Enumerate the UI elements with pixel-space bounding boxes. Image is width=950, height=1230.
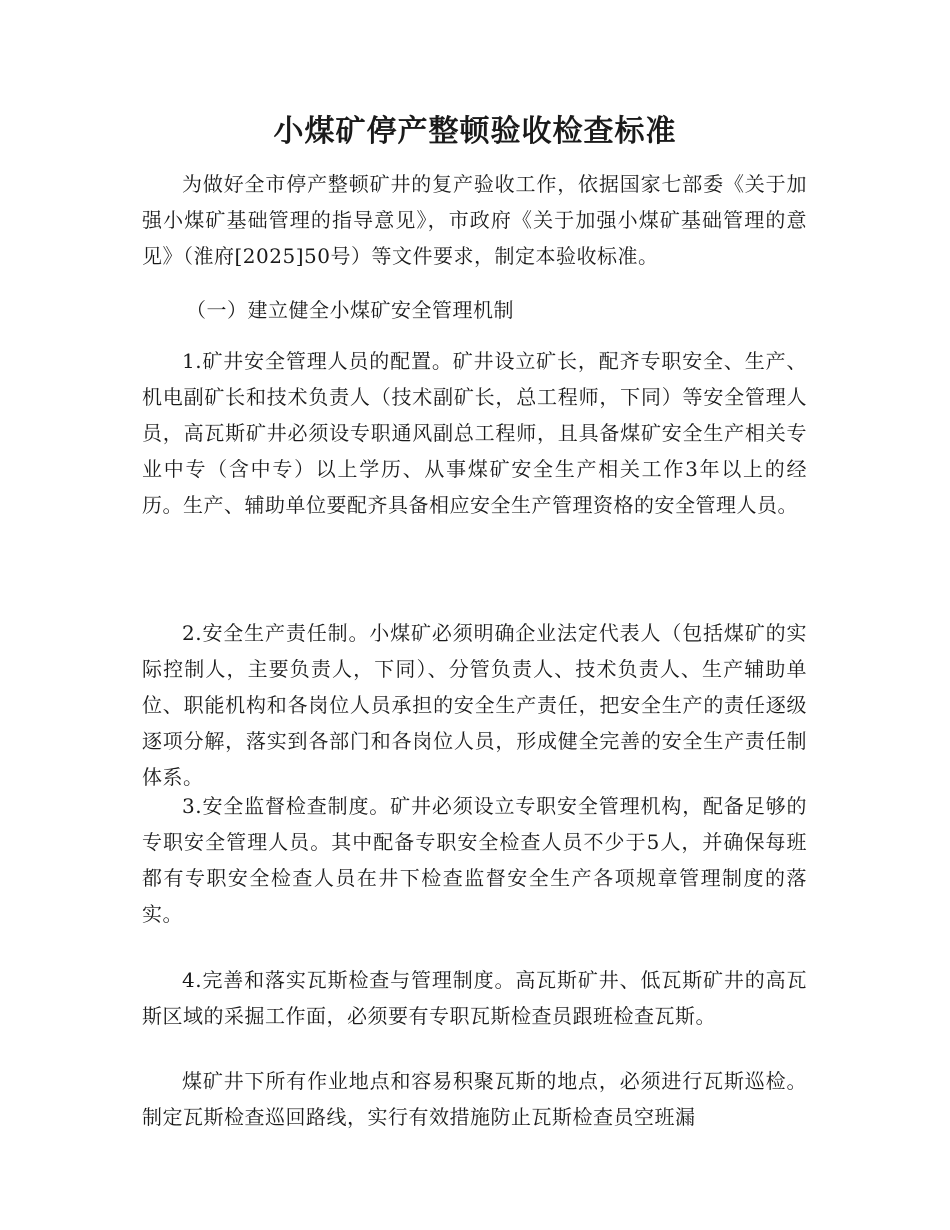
document-title: 小煤矿停产整顿验收检查标准 [273,114,677,149]
paragraph-item-3: 3.安全监督检查制度。矿井必须设立专职安全管理机构，配备足够的专职安全管理人员。其中配备专职安全检查人员不少于5人，并确保每班都有专职安全检查人员在井下检查监督安全生产各项规章管理制度的落实。 [142,794,807,926]
paragraph-item-1: 1.矿井安全管理人员的配置。矿井设立矿长，配齐专职安全、生产、机电副矿长和技术负责人（技术副矿长，总工程师，下同）等安全管理人员，高瓦斯矿井必须设专职通风副总工程师，且具备煤矿安全生产相关专业中专（含中专）以上学历、从事煤矿安全生产相关工作3年以上的经历。生产、辅助单位要配齐具备相应安全生产管理资格的安全管理人员。 [142,349,807,517]
section-heading: （一）建立健全小煤矿安全管理机制 [186,298,514,322]
intro-paragraph: 为做好全市停产整顿矿井的复产验收工作，依据国家七部委《关于加强小煤矿基础管理的指导意见》，市政府《关于加强小煤矿基础管理的意见》（淮府[2025]50号）等文件要求，制定本验收标准。 [142,172,807,268]
paragraph-item-2: 2.安全生产责任制。小煤矿必须明确企业法定代表人（包括煤矿的实际控制人，主要负责人，下同）、分管负责人、技术负责人、生产辅助单位、职能机构和各岗位人员承担的安全生产责任，把安全生产的责任逐级逐项分解，落实到各部门和各岗位人员，形成健全完善的安全生产责任制体系。 [142,621,807,789]
paragraph-item-4: 4.完善和落实瓦斯检查与管理制度。高瓦斯矿井、低瓦斯矿井的高瓦斯区域的采掘工作面，必须要有专职瓦斯检查员跟班检查瓦斯。 [142,968,807,1028]
paragraph-item-5: 煤矿井下所有作业地点和容易积聚瓦斯的地点，必须进行瓦斯巡检。制定瓦斯检查巡回路线，实行有效措施防止瓦斯检查员空班漏 [142,1069,807,1129]
